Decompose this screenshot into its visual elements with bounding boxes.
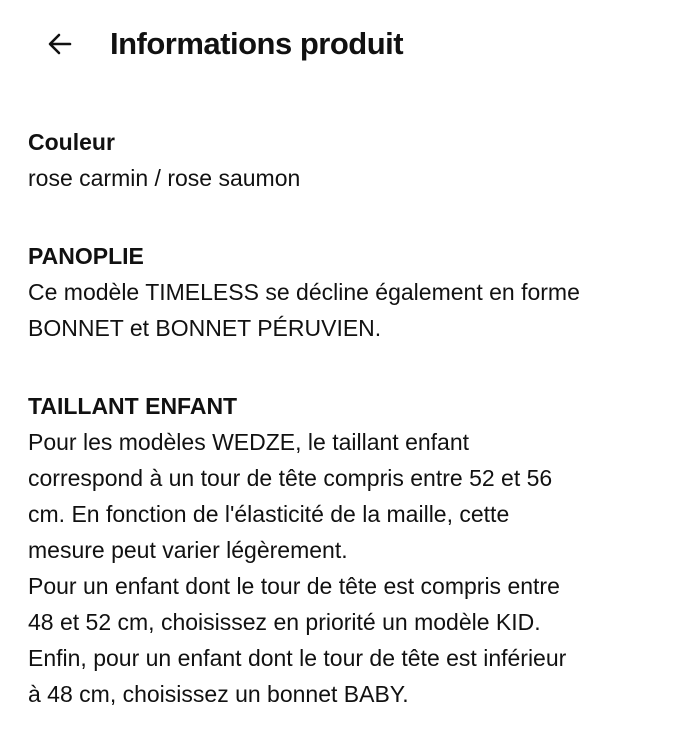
taillant-line: mesure peut varier légèrement.	[28, 537, 348, 563]
taillant-line: 48 et 52 cm, choisissez en priorité un modèle KID.	[28, 609, 541, 635]
section-heading-panoplie: PANOPLIE	[28, 243, 144, 269]
panoplie-line: BONNET et BONNET PÉRUVIEN.	[28, 315, 382, 341]
section-panoplie	[28, 238, 688, 346]
taillant-line: correspond à un tour de tête compris entre 52 et 56	[28, 465, 553, 491]
taillant-line: Pour les modèles WEDZE, le taillant enfant	[28, 429, 470, 455]
panoplie-text	[28, 274, 688, 346]
taillant-line: cm. En fonction de l'élasticité de la maille, cette	[28, 501, 510, 527]
section-heading-couleur: Couleur	[28, 129, 115, 155]
panoplie-line: Ce modèle TIMELESS se décline également en forme	[28, 279, 580, 305]
back-button[interactable]	[40, 24, 80, 64]
taillant-line: Enfin, pour un enfant dont le tour de tête est inférieur	[28, 645, 567, 671]
taillant-line: Pour un enfant dont le tour de tête est compris entre	[28, 573, 560, 599]
arrow-left-icon	[46, 30, 74, 58]
section-couleur	[28, 124, 688, 196]
page-title: Informations produit	[110, 26, 404, 61]
taillant-line: à 48 cm, choisissez un bonnet BABY.	[28, 681, 409, 707]
top-app-bar	[0, 0, 700, 90]
product-info-content	[28, 124, 688, 712]
couleur-value: rose carmin / rose saumon	[28, 165, 301, 191]
taillant-text	[28, 424, 688, 712]
section-heading-taillant-enfant: TAILLANT ENFANT	[28, 393, 238, 419]
section-taillant-enfant	[28, 388, 688, 712]
